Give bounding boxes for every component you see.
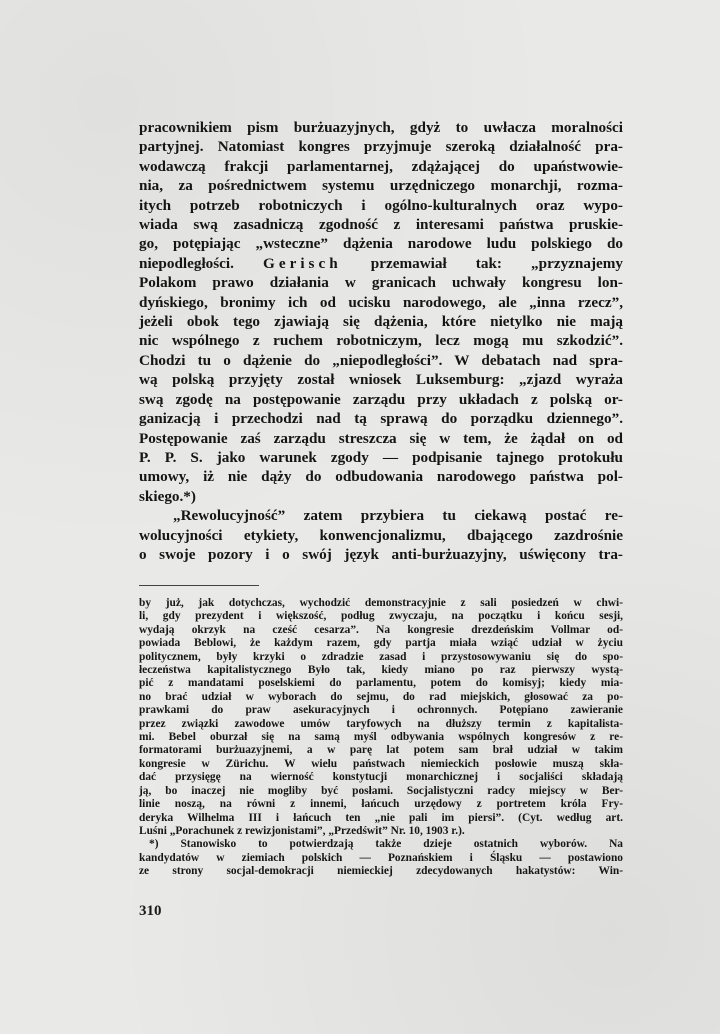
text-line: go, potępiając „wsteczne” dążenia narodowe ludu polskiego do: [139, 235, 623, 253]
footnote-line: ją, bo inaczej nie mogliby być posłami. Socjalistyczni radcy miejscy w Ber-: [139, 784, 623, 797]
footnote-line: kongresie w Zürichu. W wielu państwach niemieckich posłowie muszą skła-: [139, 757, 623, 770]
footnote-line: li, gdy prezydent i większość, podług zwyczaju, na początku i końcu sesji,: [139, 610, 623, 623]
text-line: swą zgodę na postępowanie zarządu przy układach z polską or-: [139, 390, 623, 408]
footnote-line: przez związki zawodowe umów taryfowych na dłuższy termin z kapitalista-: [139, 717, 623, 730]
footnote-line: ze strony socjal-demokracji niemieckiej zdecydowanych hakatystów: Win-: [139, 865, 623, 878]
text-line: ganizacją i przechodzi nad tą sprawą do porządku dziennego”.: [139, 410, 623, 428]
text-line: pracownikiem pism burżuazyjnych, gdyż to uwłacza moralności: [139, 119, 623, 136]
footnote-line: deryka Wilhelma III i łańcuch ten „nie pali im piersi”. (Cyt. według art.: [139, 811, 623, 824]
text-line: o swoje pozory i o swój język anti-burżuazyjny, uświęcony tra-: [139, 545, 623, 563]
footnote-line: pić z mandatami poselskiemi do parlamentu, potem do komisyj; kiedy mia-: [139, 677, 623, 690]
text-line: wą polską przyjęty został wniosek Luksemburg: „zjazd wyraża: [139, 371, 623, 389]
text-line: wodawczą frakcji parlamentarnej, zdążającej do upaństwowie-: [139, 157, 623, 175]
text-fragment: niepodległości.: [139, 254, 264, 272]
text-line: nia, za pośrednictwem systemu urzędniczego monarchji, rozma-: [139, 177, 623, 195]
footnote-line: Luśni „Porachunek z rewizjonistami”, „Przedświt” Nr. 10, 1903 r.).: [139, 824, 465, 837]
text-line: wolucyjności etykiety, konwencjonalizmu, dbającego zazdrośnie: [139, 526, 623, 544]
footnote-line: by już, jak dotychczas, wychodzić demonstracyjnie z sali posiedzeń w chwi-: [139, 597, 623, 609]
footnote-line: linie noszą, na równi z innemi, łańcuch urzędowy z portretem króla Fry-: [139, 798, 623, 811]
text-line: Postępowanie zaś zarządu streszcza się w tem, że żądał on od: [139, 429, 623, 447]
text-line: itych potrzeb robotniczych i ogólno-kulturalnych oraz wypo-: [139, 196, 623, 214]
footnote-line: *) Stanowisko to potwierdzają także dzieje ostatnich wyborów. Na: [149, 838, 623, 851]
page-number: 310: [139, 903, 162, 919]
footnote-line: politycznem, były krzyki o zdradzie zasad i przystosowywaniu się do spo-: [139, 650, 623, 663]
text-line: jeżeli obok tego zjawiają się dążenia, które nietylko nie mają: [139, 313, 623, 331]
footnote-line: łeczeństwa kapitalistycznego Było tak, kiedy miano po raz pierwszy wystą-: [139, 664, 623, 677]
footnote-line: kandydatów w ziemiach polskich — Poznańskiem i Śląsku — postawiono: [139, 851, 623, 864]
text-line: dyńskiego, bronimy ich od ucisku narodowego, ale „inna rzecz”,: [139, 293, 623, 311]
footnotes: [139, 597, 623, 879]
footnote-line: mi. Bebel oburzał się na samą myśl odbywania wspólnych kongresów z re-: [139, 731, 623, 744]
text-line: skiego.*): [139, 487, 196, 505]
footnote-line: formatorami burżuazyjnemi, a w parę lat potem sam brał udział w takim: [139, 744, 623, 757]
footnote-divider: [139, 585, 259, 586]
text-fragment: przemawiał tak: „przyznajemy: [341, 254, 623, 272]
spaced-name: Gerisch: [263, 254, 342, 272]
text-line: P. P. S. jako warunek zgody — podpisanie tajnego protokułu: [139, 448, 623, 466]
text-line: wiada swą zasadniczą zgodność z interesami państwa pruskie-: [139, 216, 623, 234]
text-line: „Rewolucyjność” zatem przybiera tu ciekawą postać re-: [173, 507, 623, 525]
text-line: Chodzi tu o dążenie do „niepodległości”. W debatach nad spra-: [139, 351, 623, 369]
footnote-line: dać przysięgę na wierność konstytucji monarchicznej i socjaliści składają: [139, 771, 623, 784]
text-line: partyjnej. Natomiast kongres przyjmuje szeroką działalność pra-: [139, 138, 623, 156]
text-line-with-name: [139, 254, 623, 273]
text-line: Polakom prawo działania w granicach uchwały kongresu lon-: [139, 274, 623, 292]
footnote-line: powiada Beblowi, że każdym razem, gdy partja miała wziąć udział w życiu: [139, 637, 623, 650]
text-line: umowy, iż nie dąży do odbudowania narodowego państwa pol-: [139, 468, 623, 486]
footnote-line: no brać udział w wyborach do sejmu, do rad miejskich, głosować za po-: [139, 690, 623, 703]
main-text: [139, 118, 623, 564]
footnote-line: prawkami do praw asekuracyjnych i ochronnych. Potępiano zawieranie: [139, 704, 623, 717]
text-line: nic wspólnego z ruchem robotniczym, lecz mogą mu szkodzić”.: [139, 332, 623, 350]
footnote-line: wydają okrzyk na cześć cesarza”. Na kongresie drezdeńskim Vollmar od-: [139, 623, 623, 636]
